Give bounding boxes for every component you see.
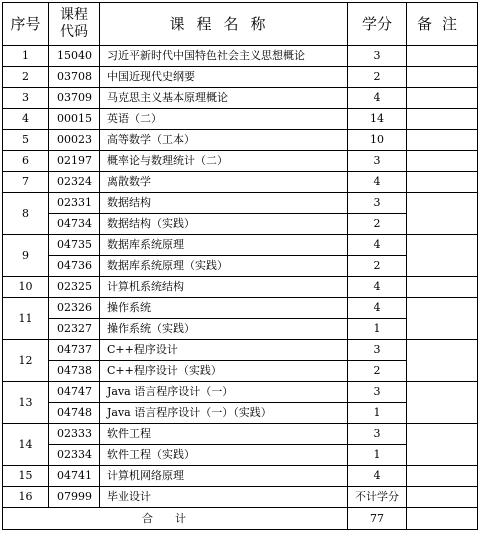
seq-cell: 3 <box>3 88 49 109</box>
name-cell: C++程序设计（实践） <box>100 361 348 382</box>
seq-cell: 7 <box>3 172 49 193</box>
name-cell: 数据库系统原理 <box>100 235 348 256</box>
name-cell: 软件工程 <box>100 424 348 445</box>
credits-cell: 3 <box>348 382 407 403</box>
table-row <box>3 235 478 256</box>
credits-cell: 4 <box>348 466 407 487</box>
notes-cell <box>407 151 478 172</box>
name-cell: 英语（二） <box>100 109 348 130</box>
name-cell: Java 语言程序设计（一） <box>100 382 348 403</box>
seq-cell: 9 <box>3 235 49 277</box>
code-cell: 04735 <box>49 235 100 256</box>
code-cell: 15040 <box>49 46 100 67</box>
course-rows <box>3 46 478 508</box>
code-cell: 02326 <box>49 298 100 319</box>
credits-cell: 1 <box>348 319 407 340</box>
code-cell: 04736 <box>49 256 100 277</box>
seq-cell: 1 <box>3 46 49 67</box>
credits-cell: 4 <box>348 172 407 193</box>
code-cell: 04747 <box>49 382 100 403</box>
code-cell: 03709 <box>49 88 100 109</box>
header-code-line1: 课程 <box>60 7 88 23</box>
header-row <box>3 3 478 46</box>
name-cell: 操作系统（实践） <box>100 319 348 340</box>
credits-cell: 3 <box>348 340 407 361</box>
seq-cell: 4 <box>3 109 49 130</box>
table-row <box>3 466 478 487</box>
code-cell: 04737 <box>49 340 100 361</box>
notes-cell <box>407 298 478 340</box>
total-credits: 77 <box>348 508 407 530</box>
notes-cell <box>407 67 478 88</box>
credits-cell: 3 <box>348 193 407 214</box>
table-row <box>3 256 478 277</box>
code-cell: 00023 <box>49 130 100 151</box>
table-row <box>3 67 478 88</box>
credits-cell: 3 <box>348 424 407 445</box>
total-row <box>3 508 478 530</box>
header-code <box>49 3 100 46</box>
name-cell: 数据结构（实践） <box>100 214 348 235</box>
credits-cell: 3 <box>348 46 407 67</box>
notes-cell <box>407 46 478 67</box>
code-cell: 02325 <box>49 277 100 298</box>
header-seq: 序号 <box>3 3 49 46</box>
table-row <box>3 151 478 172</box>
seq-cell: 15 <box>3 466 49 487</box>
code-cell: 00015 <box>49 109 100 130</box>
credits-cell: 4 <box>348 88 407 109</box>
credits-cell: 1 <box>348 403 407 424</box>
table-row <box>3 361 478 382</box>
seq-cell: 13 <box>3 382 49 424</box>
name-cell: 毕业设计 <box>100 487 348 508</box>
seq-cell: 8 <box>3 193 49 235</box>
code-cell: 02334 <box>49 445 100 466</box>
table-row <box>3 172 478 193</box>
total-label: 合计 <box>3 508 348 530</box>
table-row <box>3 424 478 445</box>
notes-cell <box>407 88 478 109</box>
table-row <box>3 214 478 235</box>
table-row <box>3 340 478 361</box>
name-cell: 高等数学（工本） <box>100 130 348 151</box>
total-notes <box>407 508 478 530</box>
table-row <box>3 319 478 340</box>
code-cell: 07999 <box>49 487 100 508</box>
notes-cell <box>407 172 478 193</box>
notes-cell <box>407 235 478 277</box>
name-cell: 计算机系统结构 <box>100 277 348 298</box>
seq-cell: 6 <box>3 151 49 172</box>
credits-cell: 2 <box>348 361 407 382</box>
table-row <box>3 445 478 466</box>
seq-cell: 10 <box>3 277 49 298</box>
name-cell: 中国近现代史纲要 <box>100 67 348 88</box>
header-notes: 备注 <box>407 3 478 46</box>
credits-cell: 2 <box>348 67 407 88</box>
table-row <box>3 487 478 508</box>
notes-cell <box>407 130 478 151</box>
seq-cell: 5 <box>3 130 49 151</box>
name-cell: C++程序设计 <box>100 340 348 361</box>
code-cell: 02331 <box>49 193 100 214</box>
credits-cell: 4 <box>348 277 407 298</box>
name-cell: 马克思主义基本原理概论 <box>100 88 348 109</box>
name-cell: 软件工程（实践） <box>100 445 348 466</box>
name-cell: 数据库系统原理（实践） <box>100 256 348 277</box>
seq-cell: 11 <box>3 298 49 340</box>
table-row <box>3 88 478 109</box>
notes-cell <box>407 193 478 235</box>
credits-cell: 14 <box>348 109 407 130</box>
notes-cell <box>407 277 478 298</box>
name-cell: 习近平新时代中国特色社会主义思想概论 <box>100 46 348 67</box>
code-cell: 02327 <box>49 319 100 340</box>
notes-cell <box>407 109 478 130</box>
header-name: 课程名称 <box>100 3 348 46</box>
name-cell: 概率论与数理统计（二） <box>100 151 348 172</box>
credits-cell: 1 <box>348 445 407 466</box>
code-cell: 04748 <box>49 403 100 424</box>
table-row <box>3 382 478 403</box>
code-cell: 04734 <box>49 214 100 235</box>
seq-cell: 2 <box>3 67 49 88</box>
notes-cell <box>407 466 478 487</box>
notes-cell <box>407 382 478 424</box>
name-cell: 数据结构 <box>100 193 348 214</box>
seq-cell: 16 <box>3 487 49 508</box>
credits-cell: 不计学分 <box>348 487 407 508</box>
table-row <box>3 193 478 214</box>
seq-cell: 14 <box>3 424 49 466</box>
name-cell: 操作系统 <box>100 298 348 319</box>
notes-cell <box>407 340 478 382</box>
code-cell: 02333 <box>49 424 100 445</box>
name-cell: 离散数学 <box>100 172 348 193</box>
seq-cell: 12 <box>3 340 49 382</box>
name-cell: Java 语言程序设计（一）（实践） <box>100 403 348 424</box>
name-cell: 计算机网络原理 <box>100 466 348 487</box>
table-row <box>3 298 478 319</box>
table-row <box>3 109 478 130</box>
code-cell: 02197 <box>49 151 100 172</box>
credits-cell: 4 <box>348 298 407 319</box>
table-row <box>3 130 478 151</box>
notes-cell <box>407 487 478 508</box>
table-row <box>3 403 478 424</box>
table-row <box>3 46 478 67</box>
table-row <box>3 277 478 298</box>
code-cell: 04741 <box>49 466 100 487</box>
code-cell: 03708 <box>49 67 100 88</box>
credits-cell: 2 <box>348 256 407 277</box>
credits-cell: 4 <box>348 235 407 256</box>
header-credits: 学分 <box>348 3 407 46</box>
credits-cell: 2 <box>348 214 407 235</box>
credits-cell: 10 <box>348 130 407 151</box>
credits-cell: 3 <box>348 151 407 172</box>
notes-cell <box>407 424 478 466</box>
code-cell: 02324 <box>49 172 100 193</box>
code-cell: 04738 <box>49 361 100 382</box>
course-table <box>2 2 478 530</box>
header-code-line2: 代码 <box>60 24 88 40</box>
